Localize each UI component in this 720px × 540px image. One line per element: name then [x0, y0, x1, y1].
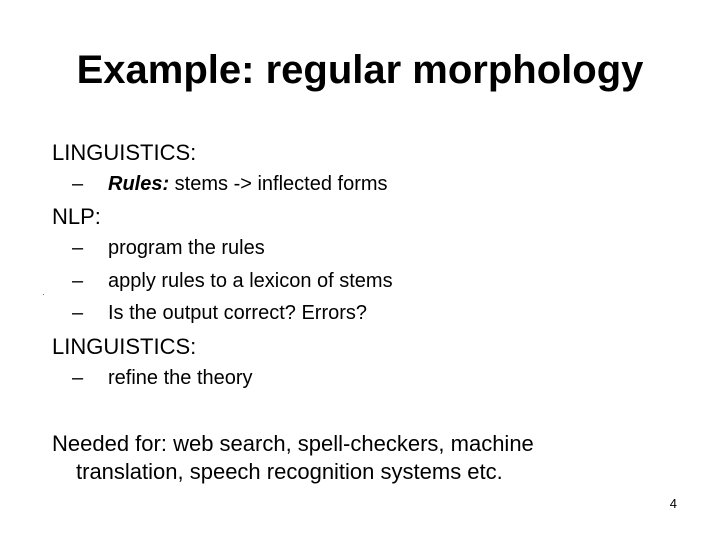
bullet-rules: [72, 171, 388, 197]
bullet-apply-rules: [72, 268, 393, 294]
bullet-dash: –: [72, 237, 84, 259]
bullet-dash: –: [72, 173, 84, 195]
slide-title: Example: regular morphology: [76, 48, 644, 92]
applications-paragraph: Needed for: web search, spell-checkers, machine translation, speech recognition systems etc.: [52, 431, 534, 484]
bullet-text: apply rules to a lexicon of stems: [108, 270, 393, 292]
bullet-text: program the rules: [108, 237, 265, 259]
bullet-refine-theory: [72, 365, 253, 391]
heading-nlp: [52, 204, 101, 230]
bullet-dash: –: [72, 270, 84, 292]
heading-text: LINGUISTICS:: [52, 334, 197, 359]
bullet-text: refine the theory: [108, 367, 253, 389]
heading-text: NLP:: [52, 204, 101, 229]
heading-linguistics: [52, 140, 196, 166]
bullet-program-rules: [72, 235, 265, 261]
stray-dot: [43, 294, 44, 295]
bullet-text: stems -> inflected forms: [169, 173, 388, 195]
bullet-dash: –: [72, 302, 84, 324]
bullet-text: Is the output correct? Errors?: [108, 302, 368, 324]
heading-text: LINGUISTICS:: [52, 140, 197, 165]
page-number: 4: [669, 496, 677, 511]
rules-emphasis: Rules:: [108, 173, 170, 195]
bullet-dash: –: [72, 367, 84, 389]
heading-linguistics-2: [52, 334, 196, 360]
bullet-output-correct: [72, 300, 367, 326]
